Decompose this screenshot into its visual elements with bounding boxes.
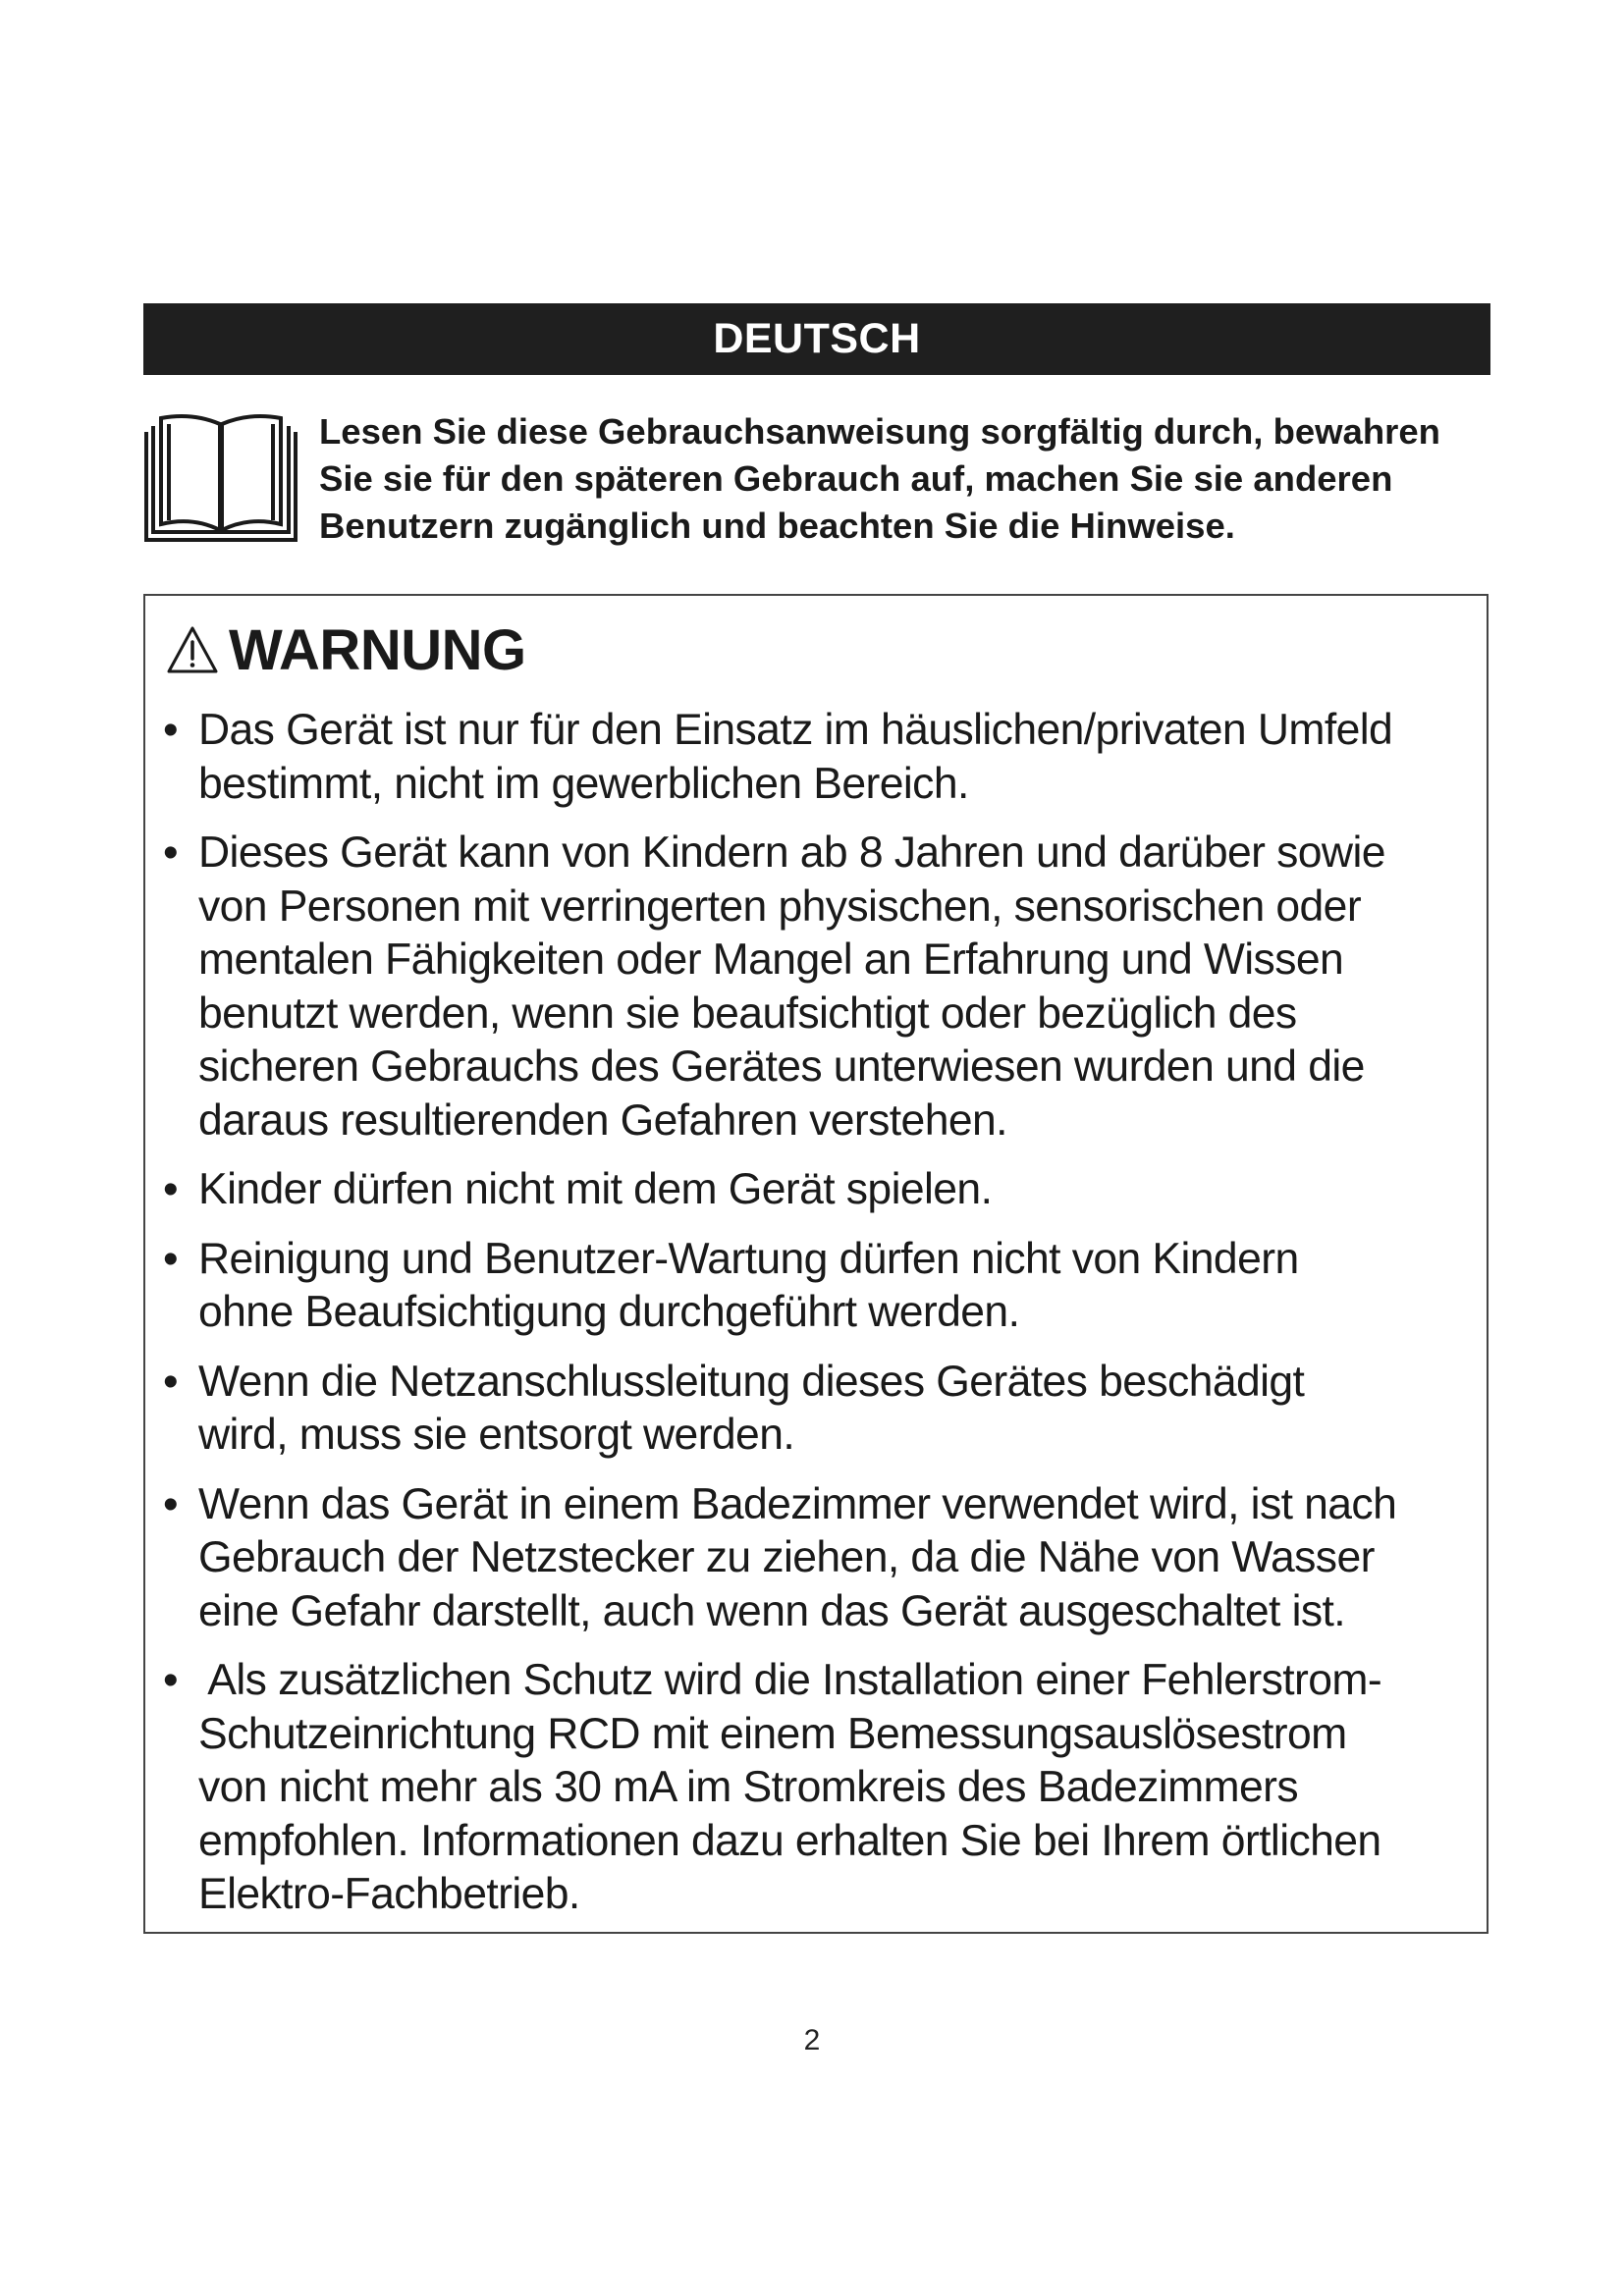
warning-title: WARNUNG (229, 617, 526, 682)
intro-line: Sie sie für den späteren Gebrauch auf, machen Sie sie anderen (319, 458, 1393, 499)
warning-line: Reinigung und Benutzer-Wartung dürfen nicht von Kindern (198, 1234, 1299, 1283)
warning-line: Wenn die Netzanschlussleitung dieses Gerätes beschädigt (198, 1357, 1305, 1406)
warning-item (163, 1356, 1469, 1463)
warning-item (163, 827, 1469, 1148)
warning-line: Gebrauch der Netzstecker zu ziehen, da die Nähe von Wasser (198, 1533, 1375, 1581)
warning-box (143, 594, 1489, 1934)
intro-text (319, 408, 1497, 550)
warning-line: von Personen mit verringerten physischen, sensorischen oder (198, 881, 1362, 931)
warning-line: empfohlen. Informationen dazu erhalten Sie bei Ihrem örtlichen (198, 1816, 1381, 1865)
warning-line: mentalen Fähigkeiten oder Mangel an Erfahrung und Wissen (198, 935, 1344, 984)
warning-line: benutzt werden, wenn sie beaufsichtigt oder bezüglich des (198, 988, 1297, 1038)
warning-list (163, 704, 1469, 1938)
warning-line: eine Gefahr darstellt, auch wenn das Gerät ausgeschaltet ist. (198, 1586, 1346, 1635)
warning-item (163, 1233, 1469, 1340)
warning-line: Wenn das Gerät in einem Badezimmer verwendet wird, ist nach (198, 1479, 1397, 1528)
bullet-icon: • (163, 1357, 178, 1406)
warning-item (163, 1163, 1469, 1217)
warning-line: Schutzeinrichtung RCD mit einem Bemessungsauslösestrom (198, 1709, 1347, 1758)
warning-item (163, 704, 1469, 811)
language-label: DEUTSCH (713, 315, 921, 362)
bullet-icon: • (163, 828, 178, 877)
book-icon (143, 410, 298, 544)
warning-line: Elektro-Fachbetrieb. (198, 1870, 580, 1918)
warning-line: wird, muss sie entsorgt werden. (198, 1411, 795, 1459)
bullet-icon: • (163, 1479, 178, 1528)
warning-line: ohne Beaufsichtigung durchgeführt werden. (198, 1288, 1020, 1336)
warning-item (163, 1478, 1469, 1639)
bullet-icon: • (163, 1165, 178, 1213)
page-number: 2 (803, 2024, 821, 2056)
warning-line: Kinder dürfen nicht mit dem Gerät spielen. (198, 1165, 993, 1213)
warning-line: Als zusätzlichen Schutz wird die Installation einer Fehlerstrom- (198, 1656, 1382, 1704)
bullet-icon: • (163, 1656, 178, 1704)
intro-line: Lesen Sie diese Gebrauchsanweisung sorgfältig durch, bewahren (319, 411, 1440, 452)
warning-line: bestimmt, nicht im gewerblichen Bereich. (198, 759, 969, 808)
language-header (143, 303, 1490, 375)
warning-item (163, 1654, 1469, 1922)
warning-triangle-icon (166, 625, 219, 674)
warning-line: Das Gerät ist nur für den Einsatz im häuslichen/privaten Umfeld (198, 706, 1393, 754)
bullet-icon: • (163, 706, 178, 754)
warning-heading (166, 615, 526, 684)
warning-line: sicheren Gebrauchs des Gerätes unterwiesen wurden und die (198, 1042, 1365, 1091)
warning-line: von nicht mehr als 30 mA im Stromkreis des Badezimmers (198, 1763, 1299, 1811)
intro-section (143, 408, 1494, 546)
warning-line: daraus resultierenden Gefahren verstehen. (198, 1095, 1007, 1145)
warning-line: Dieses Gerät kann von Kindern ab 8 Jahren und darüber sowie (198, 828, 1385, 877)
intro-line: Benutzern zugänglich und beachten Sie die Hinweise. (319, 506, 1235, 546)
bullet-icon: • (163, 1234, 178, 1283)
